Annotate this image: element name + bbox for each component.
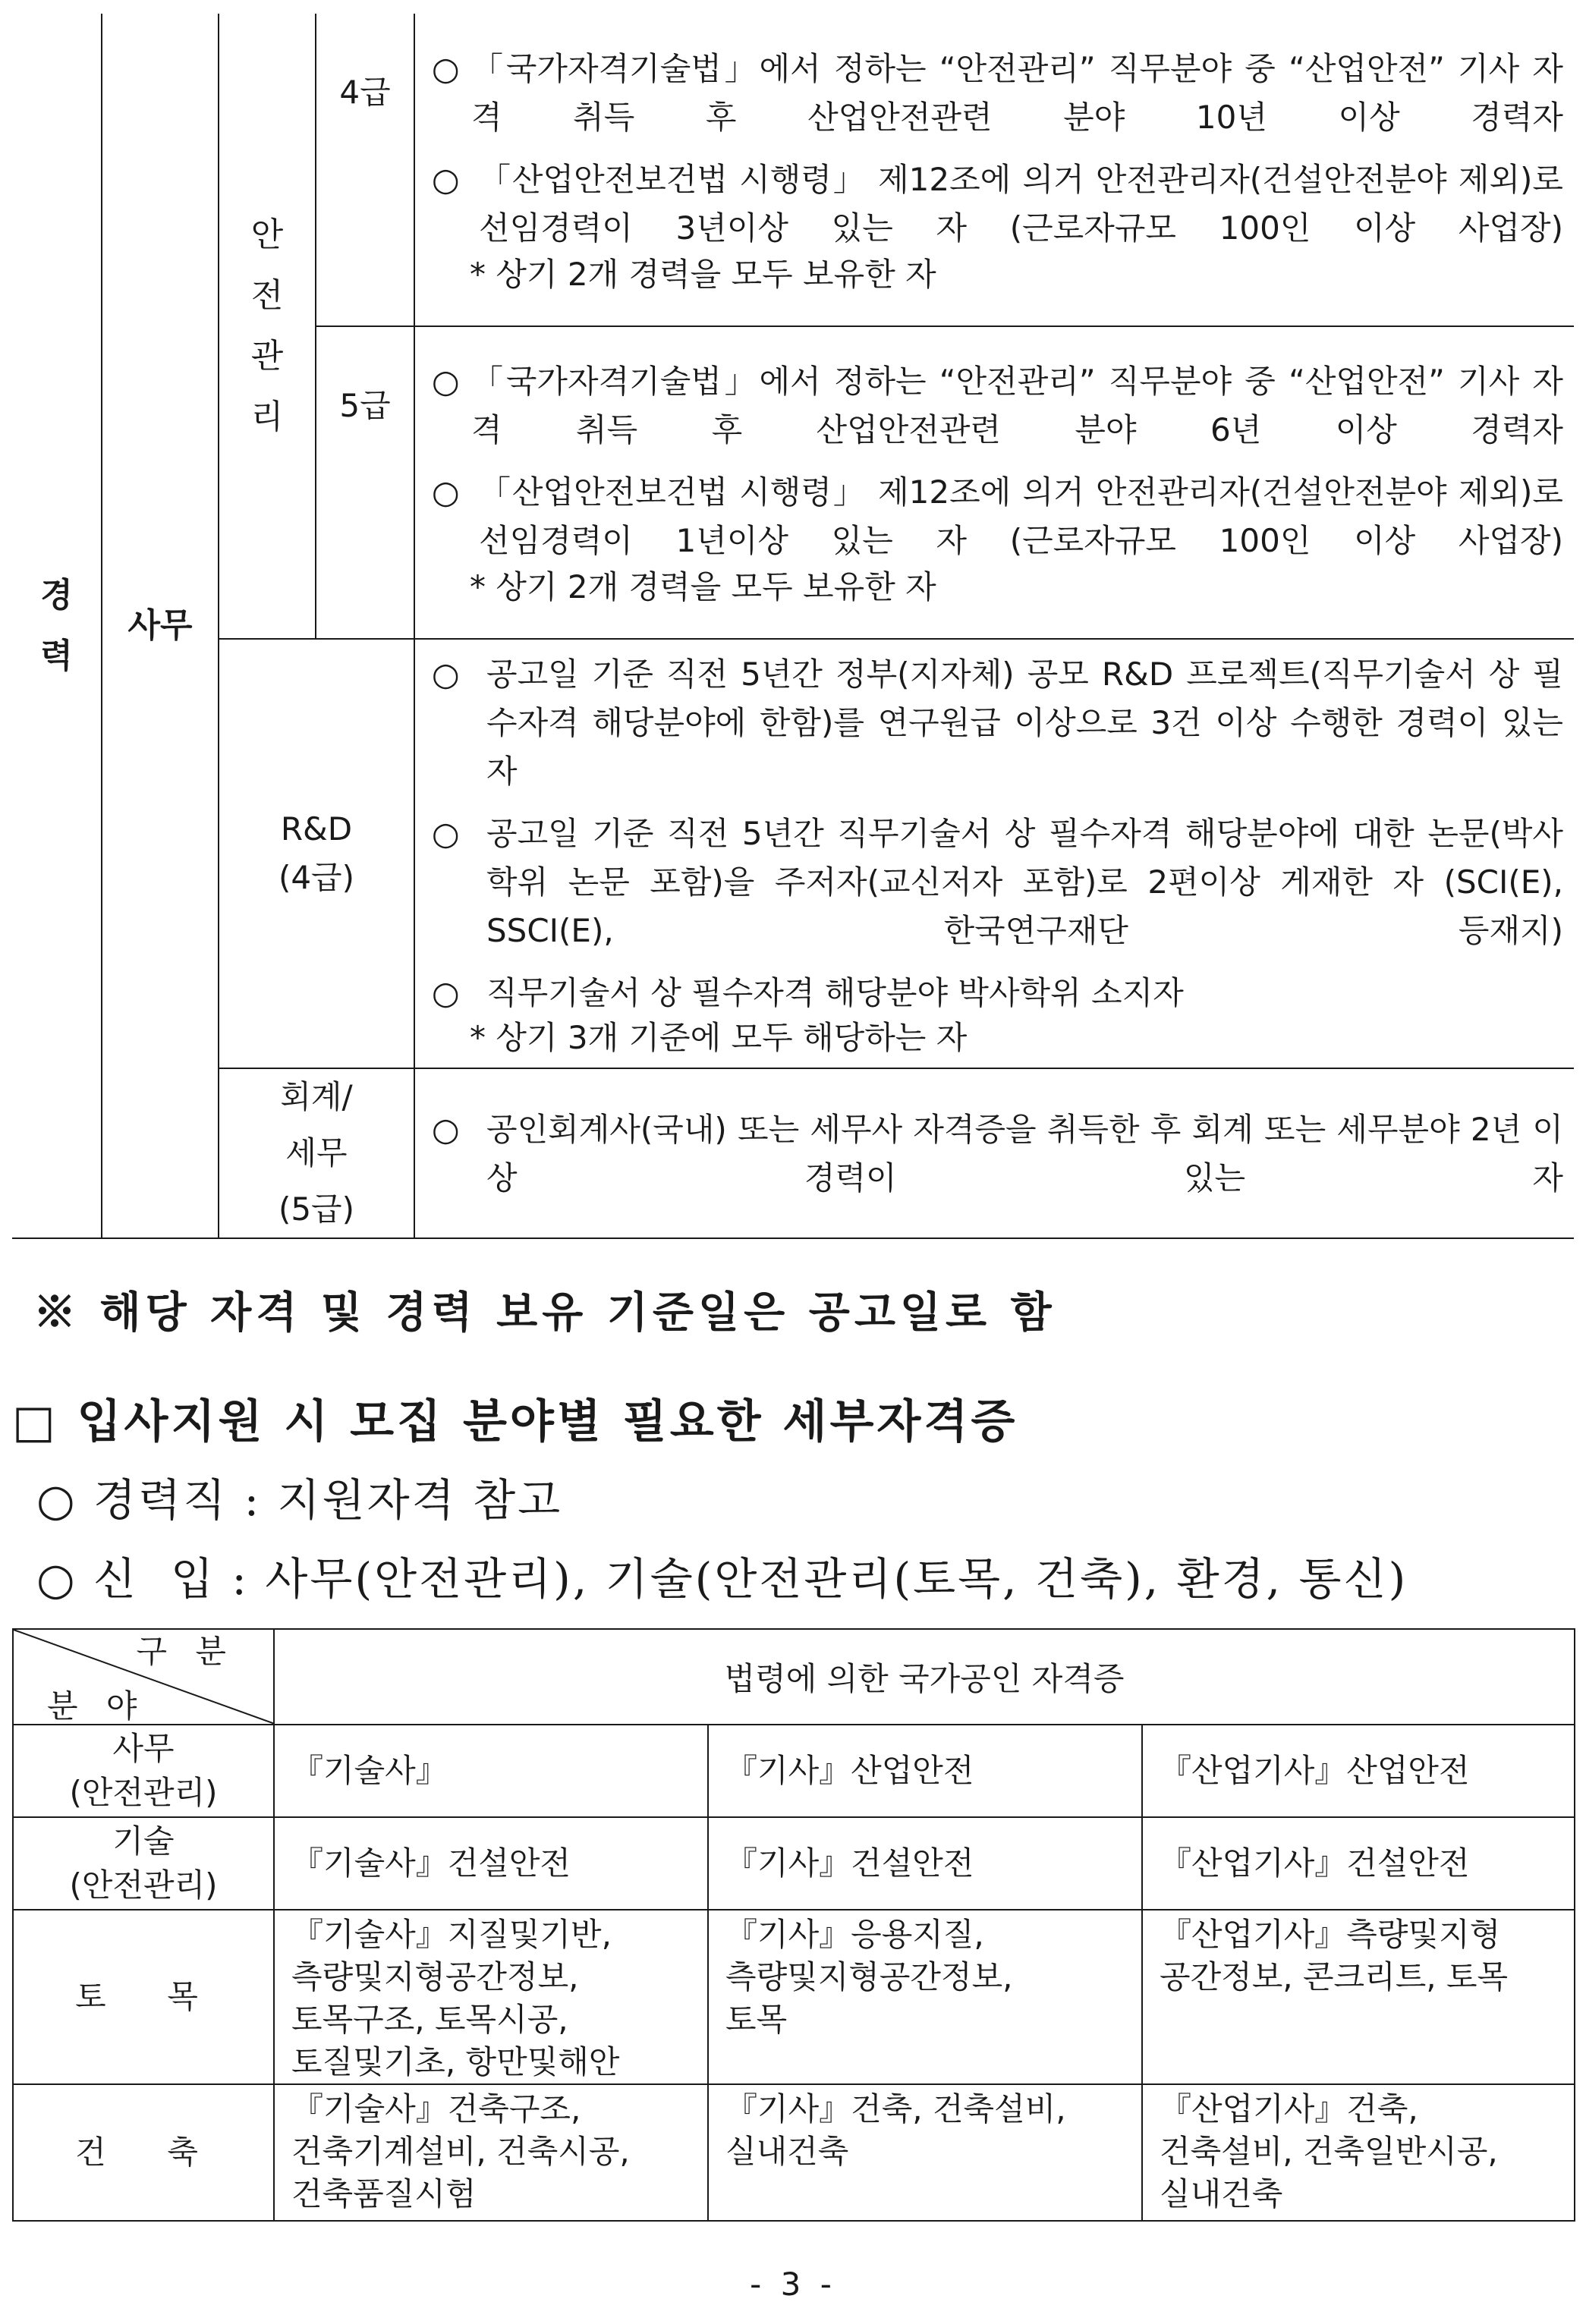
row-label-tech-safety: 기술 (안전관리) <box>13 1817 274 1910</box>
category-office: 사무 <box>127 605 193 645</box>
grade4-item-1: ○ 「국가자격기술법」에서 정하는 “안전관리” 직무분야 중 “산업안전” 기사 자격 취득 후 산업안전관련 분야 10년 이상 경력자 <box>432 49 1563 136</box>
cell-arch-technician: 『기사』건축, 건축설비, 실내건축 <box>708 2084 1142 2221</box>
notice-line: ※ 해당 자격 및 경력 보유 기준일은 공고일로 함 <box>33 1288 1056 1338</box>
row-label-architecture: 건 축 <box>13 2084 274 2221</box>
corner-bottom-label: 분 야 <box>47 1687 146 1725</box>
grade5-cell <box>316 326 414 639</box>
cell-arch-engineer: 『기술사』건축구조, 건축기계설비, 건축시공, 건축품질시험 <box>274 2084 708 2221</box>
rnd-item-2: ○ 공고일 기준 직전 5년간 직무기술서 상 필수자격 해당분야에 대한 논문(박사학위 논문 포함)을 주저자(교신저자 포함)로 2편이상 게재한 자 (SCI(E), SSCI(E), 한국연구재단 등재지) <box>432 815 1563 949</box>
row-label-cell <box>12 14 102 1238</box>
cell-office-engineer: 『기술사』 <box>274 1725 708 1817</box>
accounting-label-cell <box>219 1068 414 1238</box>
safety-management-label: 안 전 관 리 <box>250 215 284 436</box>
grade4-note: * 상기 2개 경력을 모두 보유한 자 <box>470 255 936 293</box>
row-label-office-safety: 사무 (안전관리) <box>13 1725 274 1817</box>
accounting-label-3: (5급) <box>278 1190 355 1228</box>
grade4-cell <box>316 14 414 326</box>
grade5-note: * 상기 2개 경력을 모두 보유한 자 <box>470 568 936 605</box>
grade5-label: 5급 <box>339 387 391 424</box>
grade4-label: 4급 <box>339 74 391 111</box>
category-cell <box>102 14 219 1238</box>
cell-office-technician: 『기사』산업안전 <box>708 1725 1142 1817</box>
cell-tech-industrial: 『산업기사』건설안전 <box>1142 1817 1575 1910</box>
cell-civil-technician: 『기사』응용지질, 측량및지형공간정보, 토목 <box>708 1910 1142 2084</box>
rnd-note: * 상기 3개 기준에 모두 해당하는 자 <box>470 1019 968 1056</box>
corner-cell <box>13 1629 274 1725</box>
experience-qualification-table <box>12 14 1574 1239</box>
accounting-item-1: ○ 공인회계사(국내) 또는 세무사 자격증을 취득한 후 회계 또는 세무분야 2년 이상 경력이 있는 자 <box>432 1111 1563 1197</box>
rnd-grade: (4급) <box>278 859 355 896</box>
cell-office-industrial: 『산업기사』산업안전 <box>1142 1725 1575 1817</box>
cell-civil-engineer: 『기술사』지질및기반, 측량및지형공간정보, 토목구조, 토목시공, 토질및기초, 항만및해안 <box>274 1910 708 2084</box>
accounting-label-1: 회계/ <box>280 1078 353 1115</box>
grade4-item-2: ○ 「산업안전보건법 시행령」 제12조에 의거 안전관리자(건설안전분야 제외)로 선임경력이 3년이상 있는 자 (근로자규모 100인 이상 사업장) <box>432 160 1563 247</box>
cell-tech-technician: 『기사』건설안전 <box>708 1817 1142 1910</box>
bullet-experienced: ○ 경력직 : 지원자격 참고 <box>36 1474 563 1526</box>
accounting-label-2: 세무 <box>285 1134 348 1171</box>
bullet-new-hire: ○ 신 입 : 사무(안전관리), 기술(안전관리(토목, 건축), 환경, 통신) <box>36 1553 1408 1605</box>
grade5-item-2: ○ 「산업안전보건법 시행령」 제12조에 의거 안전관리자(건설안전분야 제외)로 선임경력이 1년이상 있는 자 (근로자규모 100인 이상 사업장) <box>432 473 1563 559</box>
rnd-item-1: ○ 공고일 기준 직전 5년간 정부(지자체) 공모 R&D 프로젝트(직무기술서 상 필수자격 해당분야에 한함)를 연구원급 이상으로 3건 이상 수행한 경력이 있는 자 <box>432 656 1563 790</box>
rnd-label: R&D <box>280 810 353 848</box>
rnd-item-3: ○ 직무기술서 상 필수자격 해당분야 박사학위 소지자 <box>432 974 1184 1011</box>
row-label-civil: 토 목 <box>13 1910 274 2084</box>
accounting-content <box>414 1068 1574 1238</box>
rnd-content <box>414 639 1574 1068</box>
grade5-item-1: ○ 「국가자격기술법」에서 정하는 “안전관리” 직무분야 중 “산업안전” 기사 자격 취득 후 산업안전관련 분야 6년 이상 경력자 <box>432 363 1563 448</box>
rnd-label-cell <box>219 639 414 1068</box>
safety-label-cell <box>219 14 316 639</box>
certificate-table <box>12 1628 1575 2222</box>
cell-arch-industrial: 『산업기사』건축, 건축설비, 건축일반시공, 실내건축 <box>1142 2084 1575 2221</box>
grade5-content <box>414 326 1574 639</box>
page-number: - 3 - <box>750 2266 836 2303</box>
cell-tech-engineer: 『기술사』건설안전 <box>274 1817 708 1910</box>
cell-civil-industrial: 『산업기사』측량및지형 공간정보, 콘크리트, 토목 <box>1142 1910 1575 2084</box>
grade4-content <box>414 14 1574 326</box>
corner-top-label: 구 분 <box>136 1633 235 1670</box>
section-heading: □ 입사지원 시 모집 분야별 필요한 세부자격증 <box>12 1395 1018 1448</box>
row-label-experience: 경 력 <box>40 575 73 675</box>
table-header: 법령에 의한 국가공인 자격증 <box>274 1629 1575 1725</box>
